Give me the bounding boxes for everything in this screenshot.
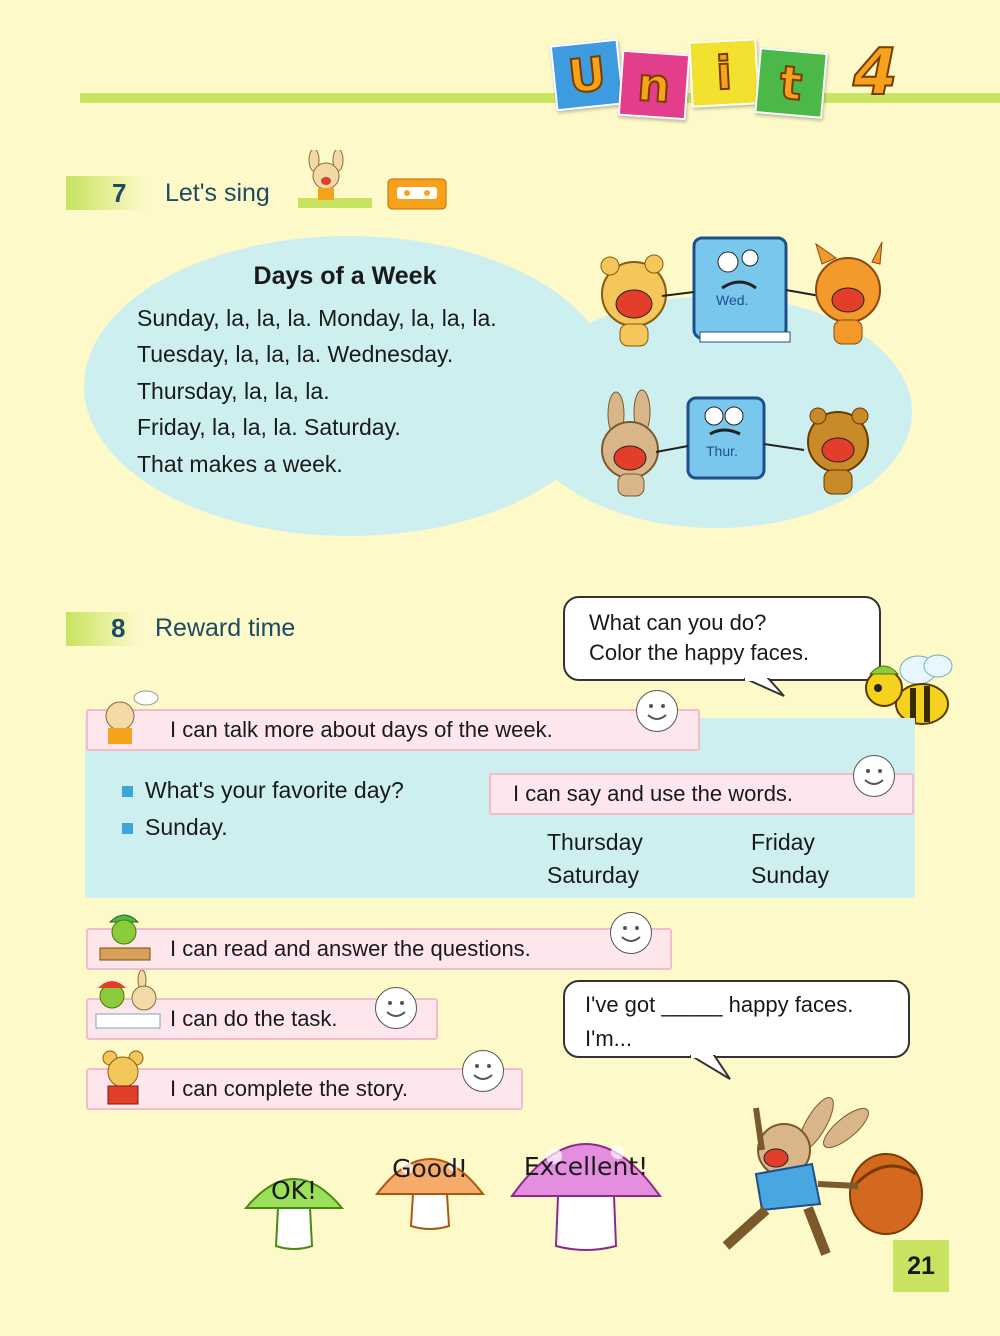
mushroom-label: OK! [270,1176,318,1205]
girl-thinking-icon [96,684,160,748]
reward-bar-read [86,928,672,970]
bubble-line: I'm... [585,1026,632,1051]
reward-bar-words [489,773,914,815]
unit-number: 4 [853,36,898,110]
bubble-line: Color the happy faces. [589,640,810,665]
happy-face-icon-5[interactable] [462,1050,504,1092]
section8-title: Reward time [155,614,296,642]
bunny-singer-icon [298,150,372,210]
song-line: Sunday, la, la, la. Monday, la, la, la. [137,305,497,331]
reward-bar-label: I can say and use the words. [513,781,794,806]
unit-tile-t: t [754,47,827,119]
word-item: Friday [751,829,815,855]
speech-bubble-instructions [563,596,881,681]
word-item: Sunday [751,862,830,888]
dancing-animals-thur-illustration [592,388,892,508]
word-item: Thursday [547,829,643,855]
book-label-wed: Wed. [716,292,749,308]
mushroom-good [373,1138,487,1232]
section7-number: 7 [112,178,127,208]
section7-title: Let's sing [165,179,270,207]
bubble-line: I've got _____ happy faces. [585,992,854,1017]
unit-tile-i: i [688,38,759,107]
happy-face-icon-3[interactable] [610,912,652,954]
qa-answer: Sunday. [122,809,228,846]
bubble-tail [690,1055,736,1081]
bubble-line: What can you do? [589,610,767,635]
mushroom-ok [242,1160,346,1252]
mushroom-label: Excellent! [523,1152,649,1181]
song-line: That makes a week. [137,451,343,477]
bullet-icon [122,786,133,797]
page-number: 21 [893,1240,949,1292]
bubble-tail [744,678,794,698]
word-item: Saturday [547,862,640,888]
unit-tile-u: U [550,39,625,112]
speech-bubble-score [563,980,910,1058]
cassette-icon [387,178,447,210]
song-line: Thursday, la, la, la. [137,378,330,404]
section8-number: 8 [111,613,126,643]
bullet-icon [122,823,133,834]
song-title: Days of a Week [253,262,437,290]
qa-question: What's your favorite day? [122,772,404,809]
happy-face-icon-1[interactable] [636,690,678,732]
two-readers-icon [90,970,166,1034]
book-label-thur: Thur. [706,443,738,459]
rabbit-basket-illustration [696,1094,930,1260]
song-line: Tuesday, la, la, la. Wednesday. [137,341,454,367]
happy-face-icon-2[interactable] [853,755,895,797]
reward-bar-label: I can read and answer the questions. [170,936,531,961]
reward-bar-label: I can complete the story. [170,1076,409,1101]
happy-face-icon-4[interactable] [375,987,417,1029]
section7-tab [66,176,146,210]
boy-reading-icon [96,908,156,966]
unit-tile-n: n [618,50,690,121]
dancing-animals-wed-illustration [590,232,900,362]
reward-bar-label: I can talk more about days of the week. [170,717,553,742]
reward-bar-label: I can do the task. [170,1006,338,1031]
mushroom-excellent [508,1112,664,1252]
song-line: Friday, la, la, la. Saturday. [137,414,401,440]
mushroom-label: Good! [392,1154,468,1183]
section8-tab [66,612,138,646]
bear-reading-icon [96,1048,152,1108]
reward-bar-talk [86,709,700,751]
